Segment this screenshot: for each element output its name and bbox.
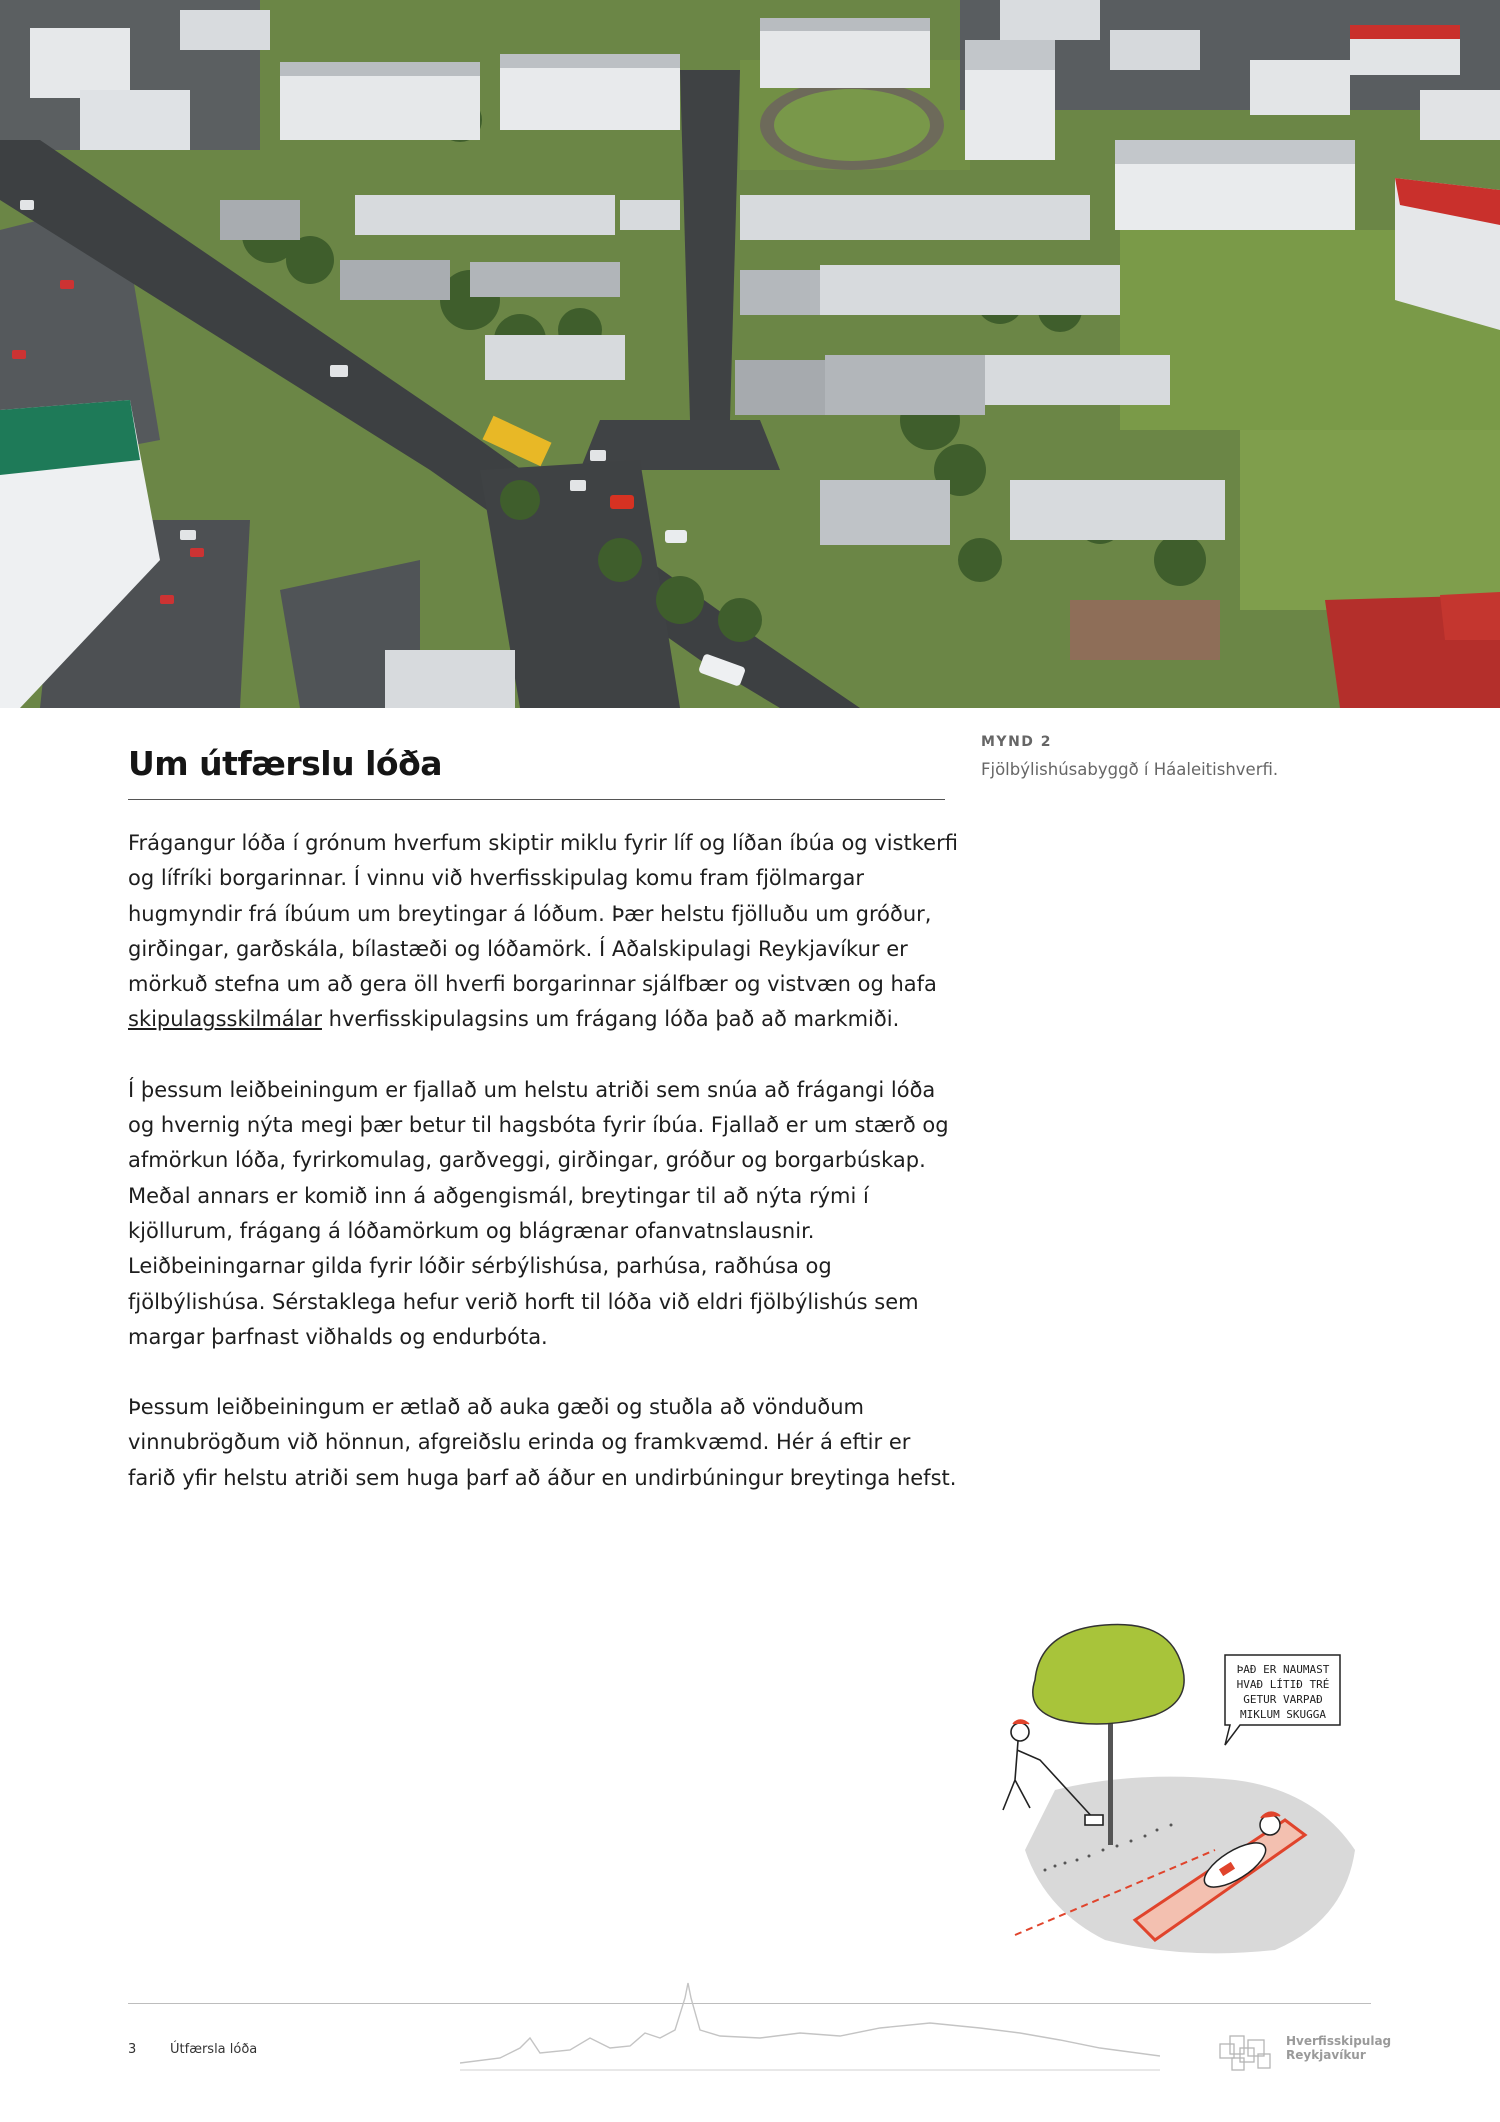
tree-crown [1033, 1624, 1184, 1724]
footer-title: Útfærsla lóða [170, 2042, 258, 2057]
paragraph-1-text-end: hverfisskipulagsins um frágang lóða það að markmiði. [321, 1007, 900, 1032]
body-text [128, 826, 958, 1496]
logo-text [1286, 2034, 1391, 2062]
figure-label: MYND 2 [981, 734, 1053, 750]
speech-line-3: GETUR VARPAÐ [1243, 1693, 1323, 1706]
shadow-shape [1025, 1777, 1355, 1954]
paragraph-1-text: Frágangur lóða í grónum hverfum skiptir miklu fyrir líf og líðan íbúa og vistkerfi og lífríki borgarinnar. Í vinnu við hverfisskipulag komu fram fjölmargar hugmyndir frá íbúum um breytingar á lóðum. Þær helstu fjölluðu um gróður, girðingar, garðskála, bílastæði og lóðamörk. Í Aðalskipulagi Reykjavíkur er mörkuð stefna um að gera öll hverfi borgarinnar sjálfbær og vistvæn og hafa [128, 831, 958, 997]
speech-line-2: HVAÐ LÍTIÐ TRÉ [1236, 1678, 1330, 1691]
heading-divider [128, 799, 945, 800]
figure-caption [981, 734, 1421, 779]
speech-line-1: ÞAÐ ER NAUMAST [1236, 1663, 1330, 1676]
paragraph-2: Í þessum leiðbeiningum er fjallað um helstu atriði sem snúa að frágangi lóða og hvernig nýta megi þær betur til hagsbóta fyrir íbúa. Fjallað er um stærð og afmörkun lóða, fyrirkomulag, garðveggi, girðingar, gróður og borgarbúskap. Meðal annars er komið inn á aðgengismál, breytingar til að nýta rými í kjöllurum, frágang á lóðamörkum og blágrænar ofanvatnslausnir. Leiðbeiningarnar gilda fyrir lóðir sérbýlishúsa, parhúsa, raðhúsa og fjölbýlishúsa. Sérstaklega hefur verið horft til lóða við eldri fjölbýlishús sem margar þarfnast viðhalds og endurbóta. [128, 1077, 949, 1349]
page-number: 3 [128, 2042, 137, 2057]
aerial-photo [0, 0, 1500, 708]
paragraph-1 [128, 826, 958, 1038]
city-skyline-drawing [460, 1978, 1160, 2078]
shade-tree-illustration [985, 1620, 1365, 1965]
aerial-photo-graphic [0, 0, 1500, 708]
logo-line-1: Hverfisskipulag [1286, 2034, 1392, 2048]
paragraph-3: Þessum leiðbeiningum er ætlað að auka gæði og stuðla að vönduðum vinnubrögðum við hönnun, afgreiðslu erinda og framkvæmd. Hér á eftir er farið yfir helstu atriði sem huga þarf að áður en undirbúningur breytinga hefst. [128, 1395, 957, 1490]
section-heading: Um útfærslu lóða [128, 744, 443, 783]
figure-caption-text: Fjölbýlishúsabyggð í Háaleitishverfi. [981, 760, 1279, 779]
tree-trunk [1108, 1715, 1113, 1845]
speech-line-4: MIKLUM SKUGGA [1239, 1708, 1327, 1721]
skipulagsskilmalar-link[interactable]: skipulagsskilmálar [128, 1007, 322, 1032]
logo-line-2: Reykjavíkur [1286, 2048, 1366, 2062]
speech-bubble [1225, 1655, 1340, 1745]
